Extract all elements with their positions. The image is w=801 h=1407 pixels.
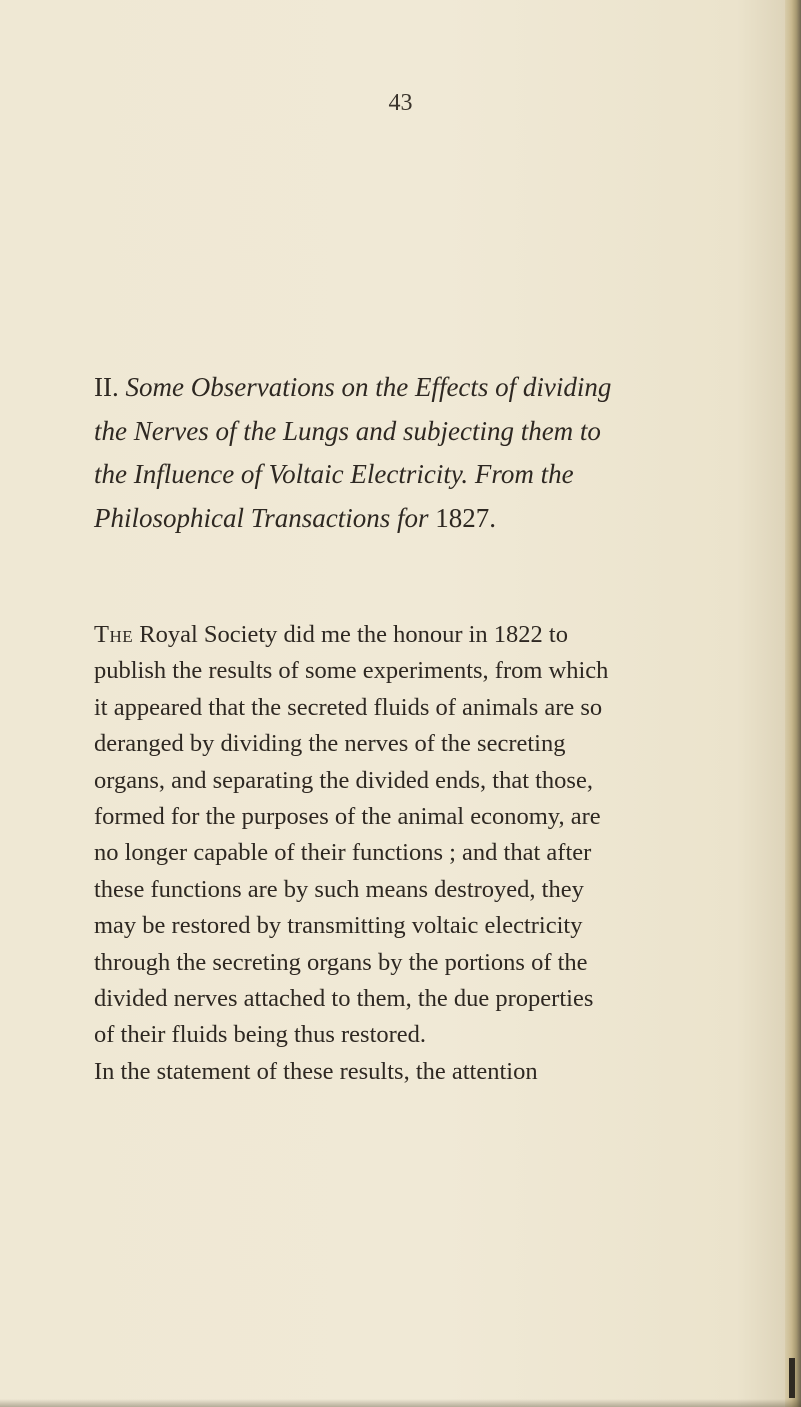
- body-line: no longer capable of their functions ; and that after: [94, 839, 592, 867]
- page-binding-edge: [785, 0, 801, 1407]
- section-heading: [94, 366, 694, 540]
- body-line-text: Royal Society did me the honour in 1822 to: [133, 621, 568, 648]
- heading-line: [94, 453, 694, 497]
- heading-italic-text: the Influence of Voltaic Electricity. From the: [94, 459, 574, 489]
- heading-numeral: II.: [94, 372, 126, 402]
- body-line: publish the results of some experiments, from which: [94, 657, 609, 685]
- heading-line: [94, 366, 694, 410]
- body-line: divided nerves attached to them, the due properties: [94, 985, 594, 1013]
- heading-line: [94, 410, 694, 454]
- heading-year: 1827.: [428, 502, 497, 533]
- body-paragraph: [94, 617, 694, 1090]
- heading-italic-text: Philosophical Transactions for: [94, 502, 429, 533]
- body-line: formed for the purposes of the animal economy, are: [94, 803, 601, 831]
- body-lead-word: The: [94, 621, 134, 648]
- body-line: In the statement of these results, the attention: [94, 1057, 538, 1085]
- body-line: it appeared that the secreted fluids of animals are so: [94, 693, 603, 721]
- heading-italic-text: Some Observations on the Effects of dividing: [125, 372, 612, 402]
- heading-italic-text: the Nerves of the Lungs and subjecting them to: [94, 415, 601, 446]
- body-line: deranged by dividing the nerves of the secreting: [94, 730, 566, 758]
- binding-mark: [789, 1358, 795, 1398]
- page-bottom-shadow: [0, 1399, 801, 1407]
- body-line: may be restored by transmitting voltaic electricity: [94, 912, 583, 940]
- body-line: these functions are by such means destroyed, they: [94, 875, 584, 903]
- body-line: organs, and separating the divided ends, that those,: [94, 766, 593, 794]
- body-line: [94, 617, 694, 653]
- heading-line: [94, 497, 694, 541]
- body-line: through the secreting organs by the portions of the: [94, 948, 588, 976]
- page-number: 43: [388, 90, 413, 116]
- body-line: of their fluids being thus restored.: [94, 1021, 427, 1049]
